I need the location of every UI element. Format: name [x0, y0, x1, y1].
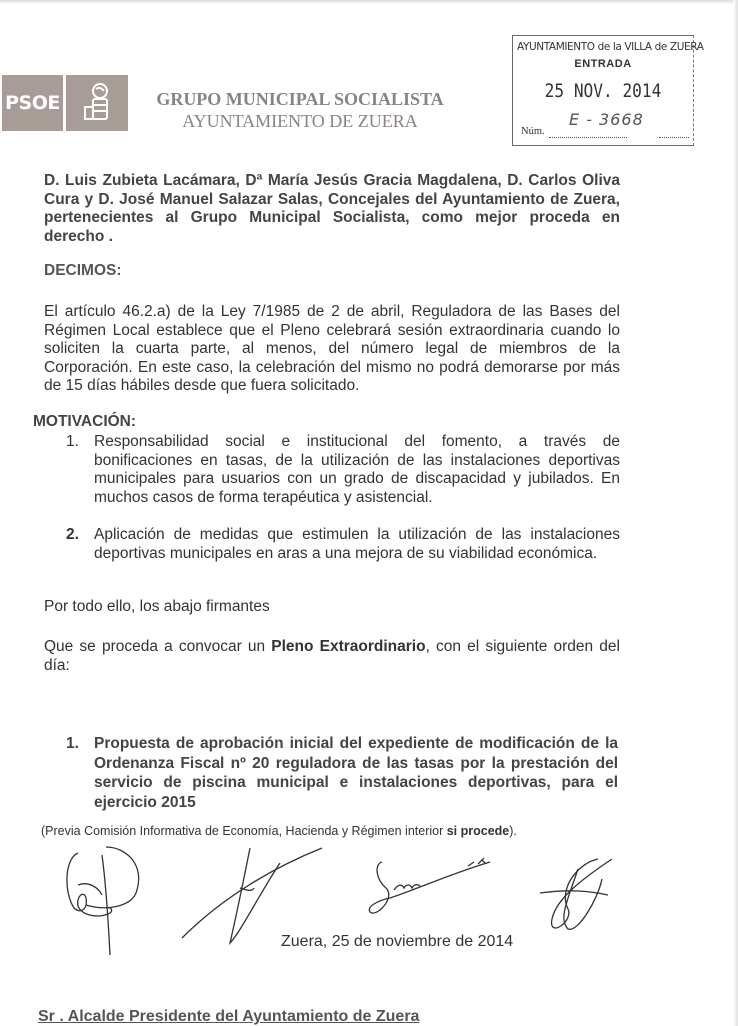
scan-edge — [733, 0, 738, 1026]
letterhead-council: AYUNTAMIENTO DE ZUERA — [182, 111, 418, 131]
previa-suffix: ). — [509, 824, 517, 838]
signature-3 — [368, 852, 498, 932]
item-text: Responsabilidad social e institucional del fomento, a través de bonificaciones en tasas, de la utilización de las instalaciones deportivas municipales para usuarios con un grado de discapacidad y jubilados. En muchos casos de forma terapéutica y asistencial. — [94, 433, 620, 506]
item-text: Aplicación de medidas que estimulen la utilización de las instalaciones deportivas municipales en aras a una mejora de su viabilidad económica. — [94, 526, 620, 562]
request-bold: Pleno Extraordinario — [271, 638, 426, 655]
rose-fist-icon — [66, 75, 128, 131]
signature-4 — [538, 855, 638, 945]
law-paragraph: El artículo 46.2.a) de la Ley 7/1985 de 2 de abril, Reguladora de las Bases del Régimen Local establece que el Pleno celebrará sesión extraordinaria cuando lo soliciten la cuarta parte, al menos, del número legal de miembros de la Corporación. En este caso, la celebración del mismo no podrá demorarse por más de 15 días hábiles desde que fuera solicitado. — [44, 303, 620, 394]
intro-paragraph: D. Luis Zubieta Lacámara, Dª María Jesús Gracia Magdalena, D. Carlos Oliva Cura y D. José Manuel Salazar Salas, Concejales del Ayuntamiento de Zuera, pertenecientes al Grupo Municipal Socialista, como mejor proceda en derecho . — [44, 172, 620, 245]
stamp-dotted-line — [549, 137, 627, 138]
request-prefix: Que se proceda a convocar un — [44, 638, 272, 655]
por-todo-paragraph: Por todo ello, los abajo firmantes — [44, 598, 270, 615]
stamp-type: ENTRADA — [574, 58, 632, 70]
stamp-date: 25 NOV. 2014 — [544, 80, 662, 102]
letterhead-group: GRUPO MUNICIPAL SOCIALISTA — [156, 89, 444, 109]
registry-stamp — [512, 35, 704, 146]
request-suffix: , con el siguiente orden del día: — [44, 638, 620, 674]
addressee: Sr . Alcalde Presidente del Ayuntamiento de Zuera — [38, 1008, 420, 1025]
logo-text: PSOE — [2, 75, 63, 131]
motivacion-heading: MOTIVACIÓN: — [33, 413, 137, 430]
agenda-number: 1. — [66, 735, 79, 752]
request-paragraph — [44, 638, 620, 675]
item-number: 2. — [66, 526, 79, 543]
item-number: 1. — [66, 433, 79, 450]
place-date: Zuera, 25 de noviembre de 2014 — [281, 933, 514, 950]
previa-prefix: (Previa Comisión Informativa de Economía, Hacienda y Régimen interior — [41, 824, 447, 838]
stamp-dotted-line — [659, 137, 689, 138]
stamp-number-label: Núm. — [521, 126, 545, 137]
previa-bold: si procede — [446, 824, 510, 838]
decimos-heading: DECIMOS: — [44, 262, 122, 279]
stamp-institution: AYUNTAMIENTO de la VILLA de ZUERA — [517, 41, 704, 53]
motivacion-item — [66, 526, 620, 563]
letterhead — [140, 88, 460, 132]
previa-note — [41, 824, 517, 838]
motivacion-item — [66, 433, 620, 507]
agenda-text: Propuesta de aprobación inicial del expediente de modificación de la Ordenanza Fiscal nº 20 reguladora de las tasas por la prestación del servicio de piscina municipal e instalaciones deportivas, para el ejercicio 2015 — [94, 735, 618, 811]
stamp-number: E - 3668 — [569, 110, 644, 129]
scan-edge — [0, 0, 738, 4]
agenda-item — [66, 734, 618, 812]
signature-1 — [58, 845, 148, 955]
psoe-logo — [2, 75, 128, 131]
